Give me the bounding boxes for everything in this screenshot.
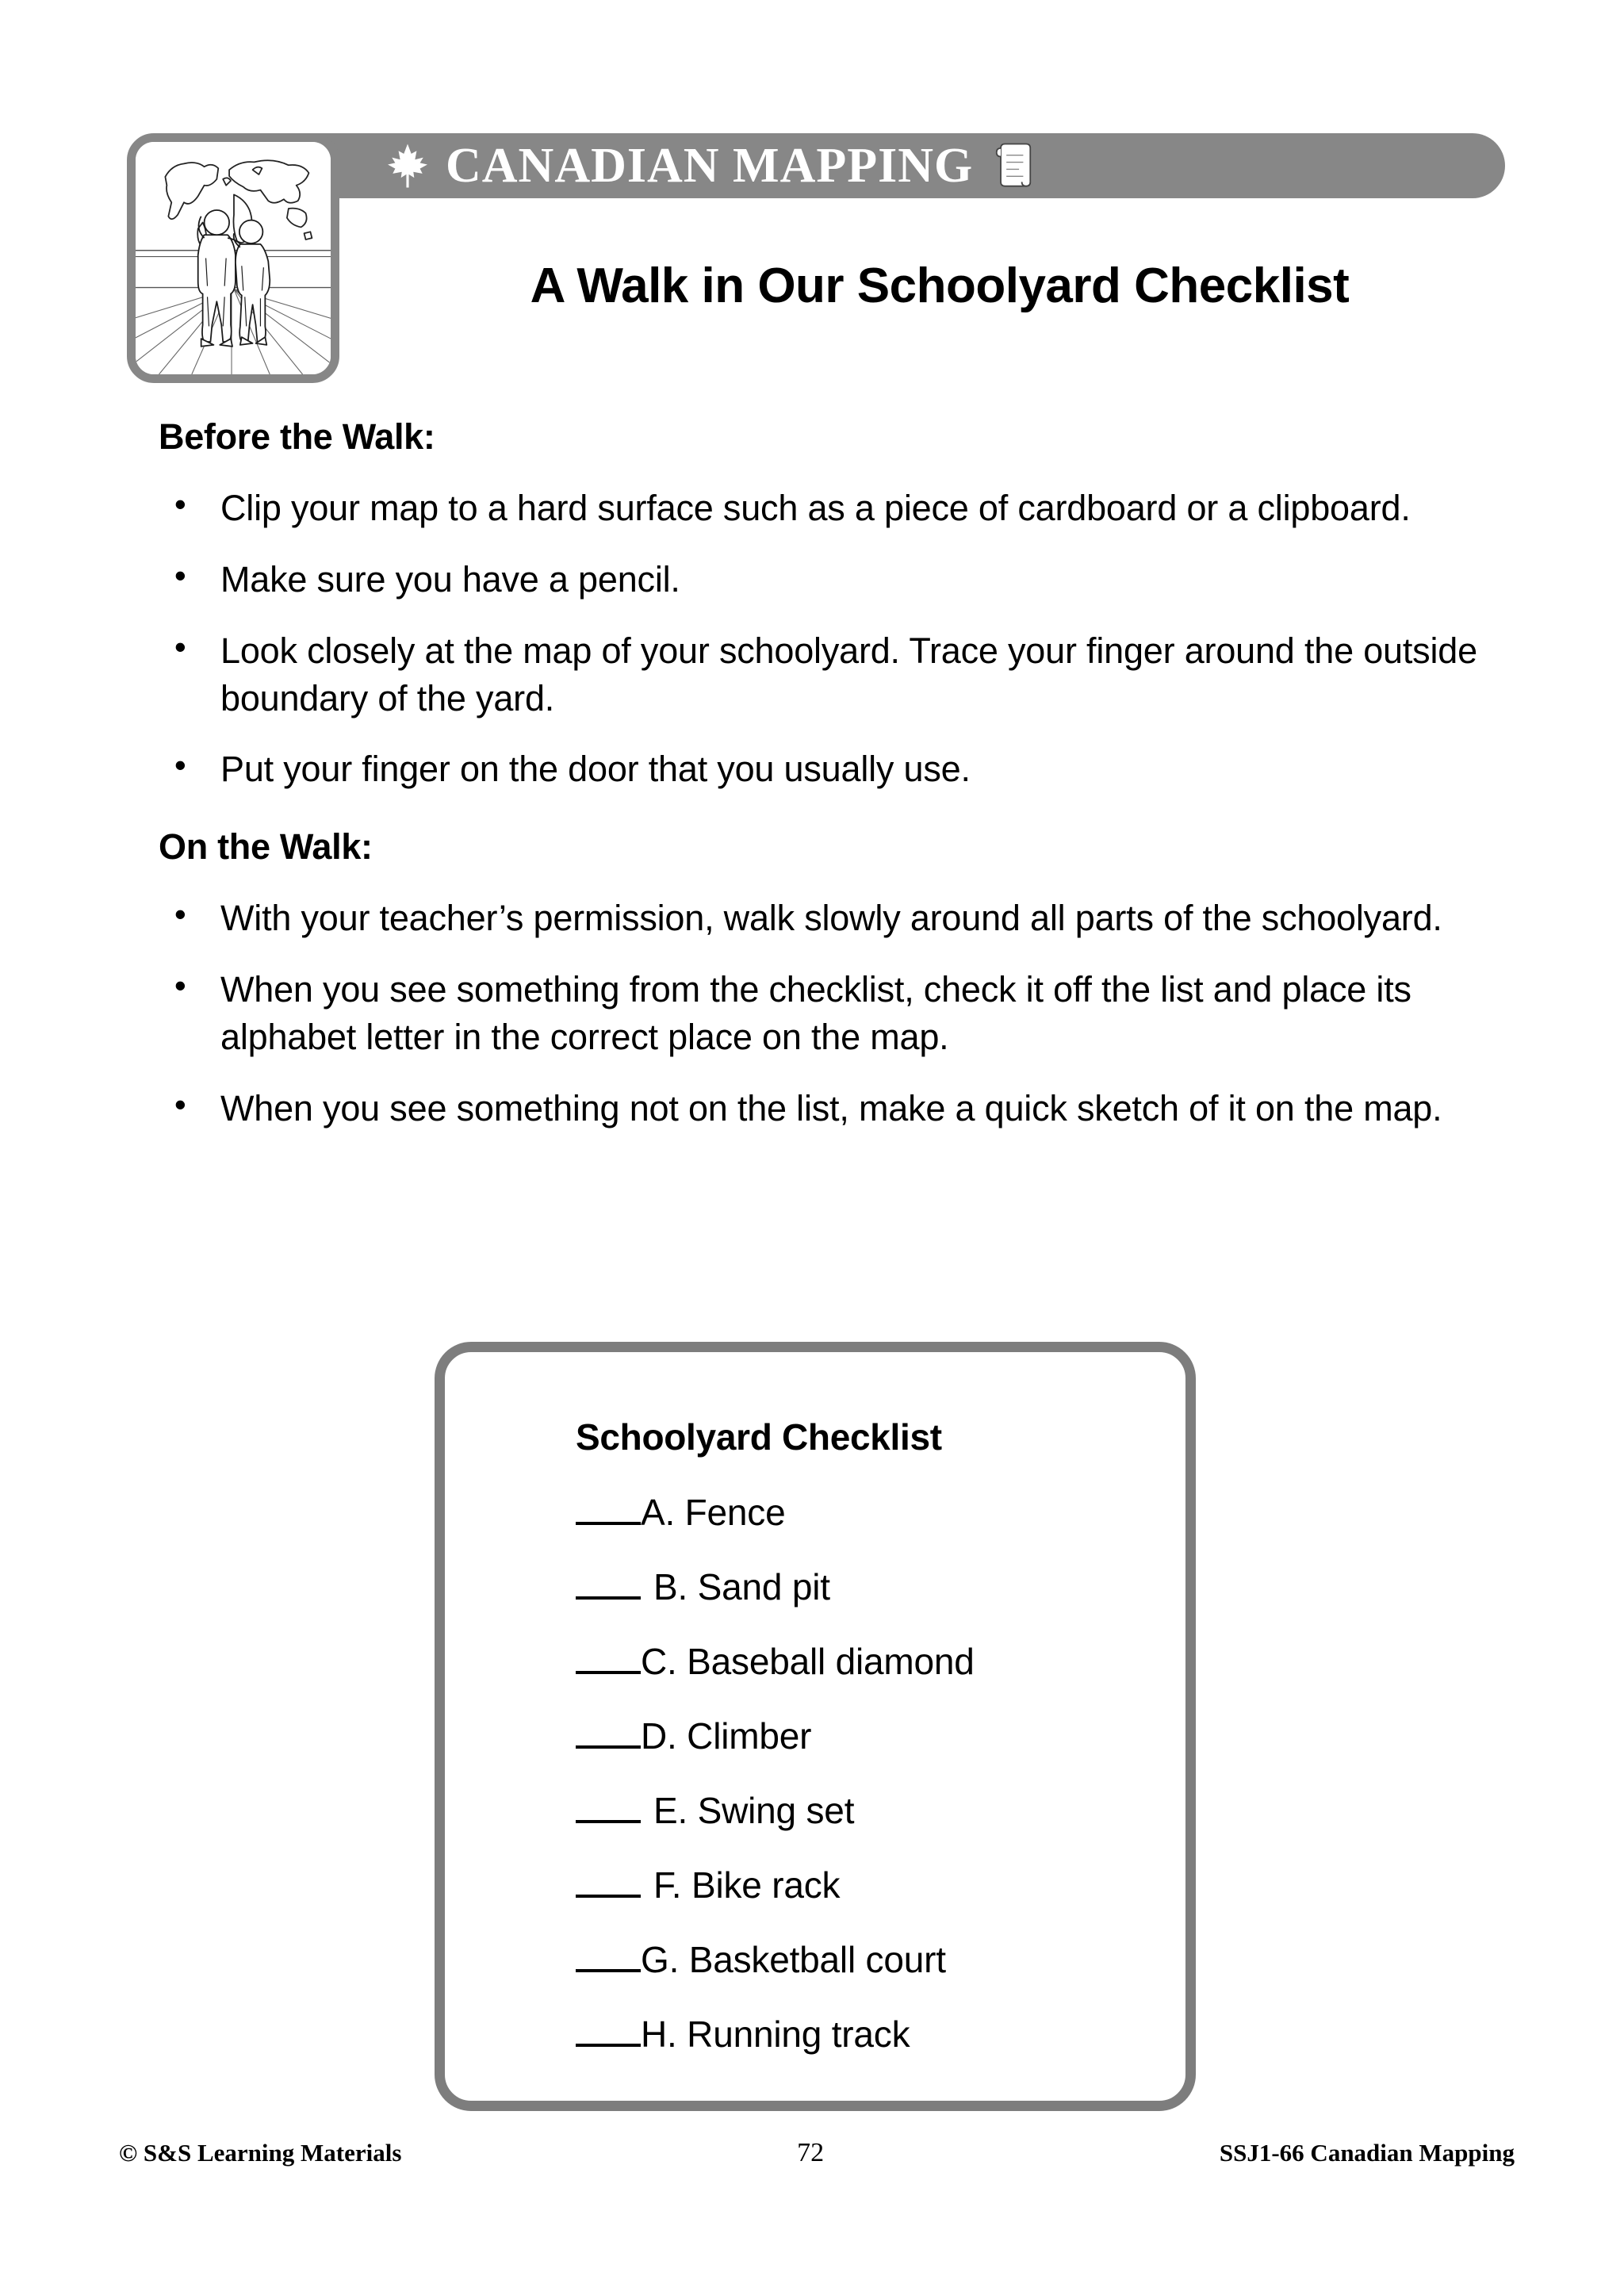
list-item: • Clip your map to a hard surface such as a piece of cardboard or a clipboard. bbox=[159, 485, 1483, 532]
list-item: • With your teacher’s permission, walk slowly around all parts of the schoolyard. bbox=[159, 895, 1483, 942]
checklist-blank-h[interactable] bbox=[576, 2017, 641, 2047]
checklist-label-g: G. Basketball court bbox=[641, 1939, 946, 1980]
section-heading-before-the-walk: Before the Walk: bbox=[159, 416, 435, 457]
checklist-title: Schoolyard Checklist bbox=[576, 1416, 942, 1458]
checklist-row-b[interactable] bbox=[445, 1565, 1185, 1640]
checklist-label-b: B. Sand pit bbox=[653, 1566, 830, 1607]
checklist-blank-b[interactable] bbox=[576, 1569, 641, 1600]
footer-copyright: © S&S Learning Materials bbox=[119, 2139, 402, 2167]
footer-product-code: SSJ1-66 Canadian Mapping bbox=[1219, 2139, 1515, 2167]
list-item: • When you see something from the checklist, check it off the list and place its alphabet letter in the correct place on the map. bbox=[159, 966, 1483, 1061]
page-footer bbox=[119, 2133, 1515, 2173]
page-header bbox=[0, 0, 1624, 412]
checklist-label-h: H. Running track bbox=[641, 2014, 910, 2055]
list-item: • Put your finger on the door that you usually use. bbox=[159, 745, 1483, 793]
checklist-blank-c[interactable] bbox=[576, 1644, 641, 1674]
checklist-blank-a[interactable] bbox=[576, 1495, 641, 1525]
worksheet-content bbox=[159, 416, 1483, 1156]
on-the-walk-list bbox=[159, 895, 1483, 1132]
checklist-row-e[interactable] bbox=[445, 1789, 1185, 1864]
checklist-label-d: D. Climber bbox=[641, 1715, 812, 1757]
canadian-mapping-logo bbox=[127, 133, 339, 383]
footer-page-number: 72 bbox=[797, 2138, 825, 2167]
checklist-label-f: F. Bike rack bbox=[653, 1864, 841, 1906]
children-world-map-illustration bbox=[136, 142, 331, 374]
checklist-label-c: C. Baseball diamond bbox=[641, 1641, 975, 1682]
checklist-label-e: E. Swing set bbox=[653, 1790, 855, 1831]
map-scroll-icon bbox=[992, 141, 1035, 190]
checklist-blank-g[interactable] bbox=[576, 1942, 641, 1972]
checklist-row-g[interactable] bbox=[445, 1938, 1185, 2013]
checklist-row-h[interactable] bbox=[445, 2013, 1185, 2087]
checklist-blank-f[interactable] bbox=[576, 1868, 641, 1898]
section-heading-on-the-walk: On the Walk: bbox=[159, 826, 373, 868]
checklist-blank-e[interactable] bbox=[576, 1793, 641, 1823]
maple-leaf-icon bbox=[387, 143, 428, 189]
checklist-row-a[interactable] bbox=[445, 1491, 1185, 1565]
checklist-row-c[interactable] bbox=[445, 1640, 1185, 1715]
list-item: • Look closely at the map of your schoolyard. Trace your finger around the outside boundary of the yard. bbox=[159, 627, 1483, 722]
checklist-row-f[interactable] bbox=[445, 1864, 1185, 1938]
list-item: • Make sure you have a pencil. bbox=[159, 556, 1483, 603]
banner-title: CANADIAN MAPPING bbox=[446, 139, 974, 193]
checklist-row-d[interactable] bbox=[445, 1715, 1185, 1789]
schoolyard-checklist-box bbox=[435, 1342, 1196, 2111]
checklist-blank-d[interactable] bbox=[576, 1718, 641, 1749]
checklist-items bbox=[445, 1491, 1185, 2087]
checklist-label-a: A. Fence bbox=[641, 1492, 786, 1533]
page-title: A Walk in Our Schoolyard Checklist bbox=[530, 259, 1350, 313]
list-item: • When you see something not on the list, make a quick sketch of it on the map. bbox=[159, 1085, 1483, 1132]
before-the-walk-list bbox=[159, 485, 1483, 793]
